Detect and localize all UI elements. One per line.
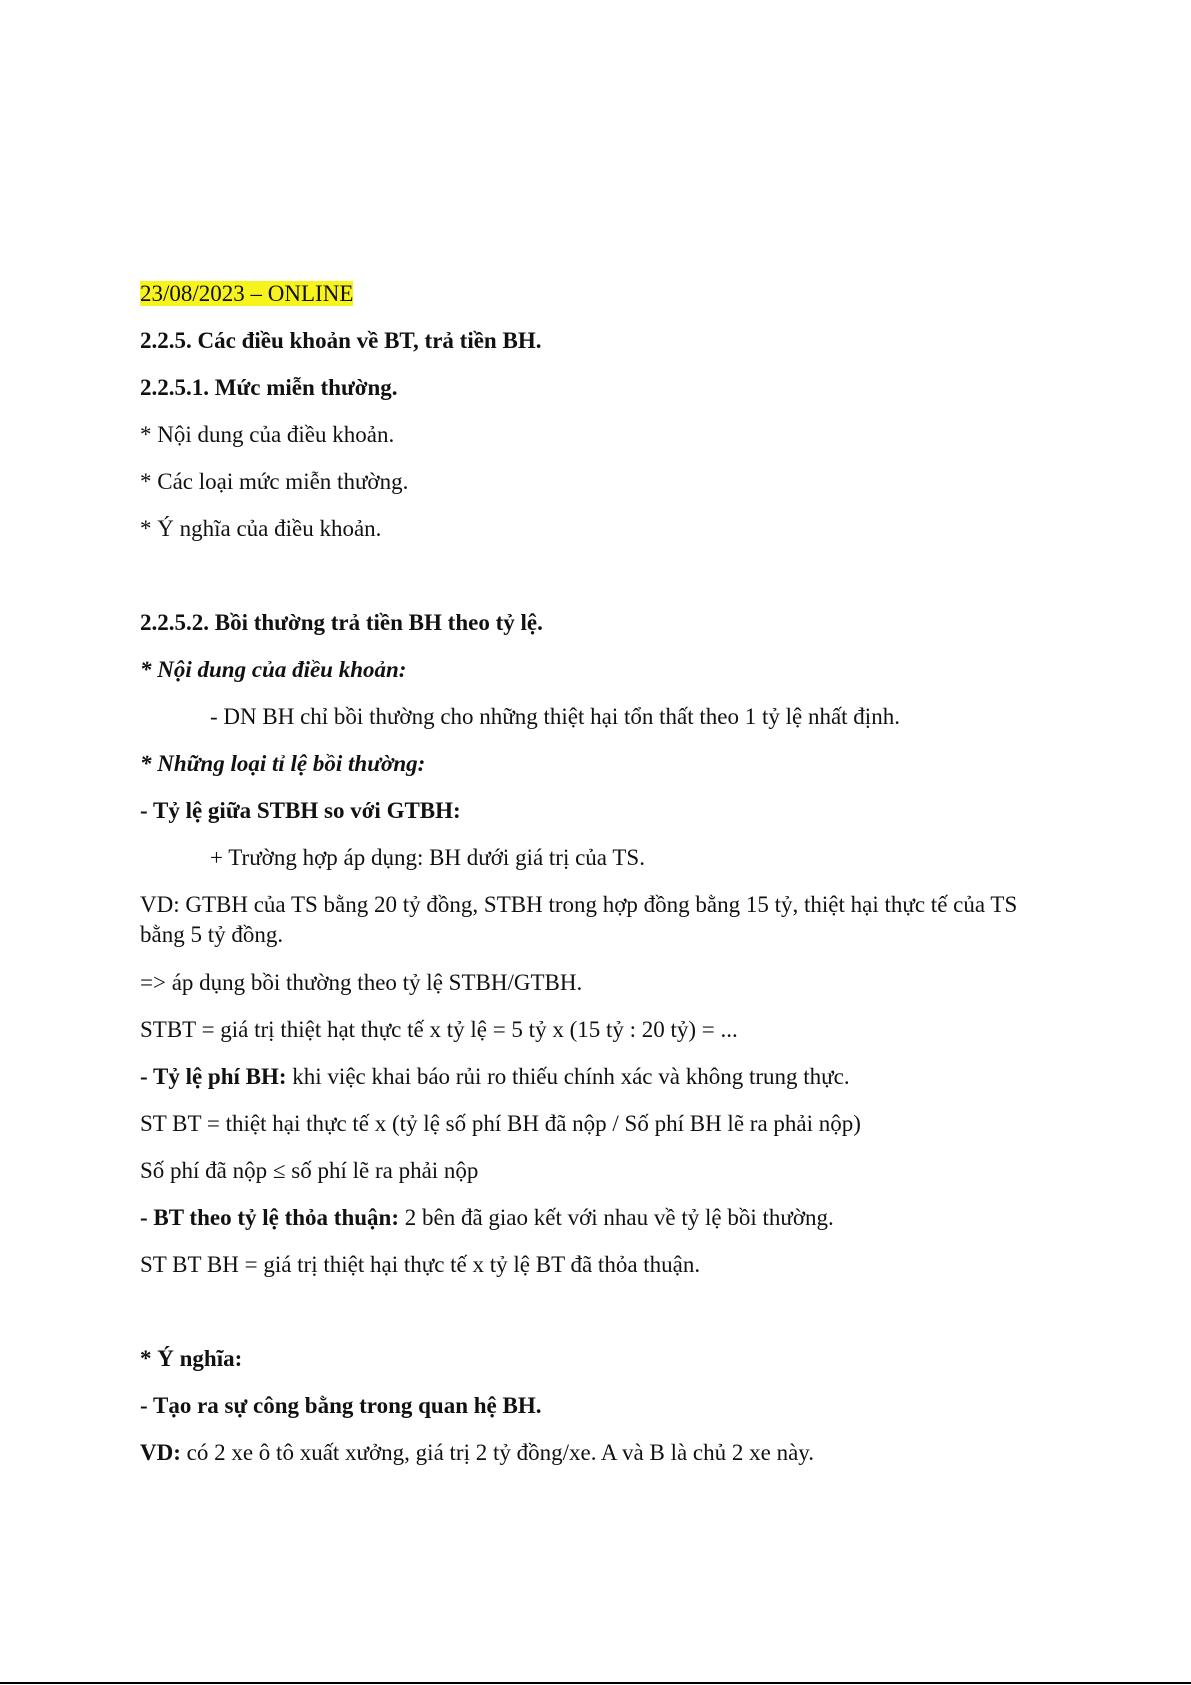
date-highlight: 23/08/2023 – ONLINE: [140, 281, 354, 306]
section-2-2-5-1-title: 2.2.5.1. Mức miễn thường.: [140, 375, 398, 400]
ap-dung-text: => áp dụng bồi thường theo tỷ lệ STBH/GTBH.: [140, 970, 583, 995]
ty-le-stbh-heading: - Tỷ lệ giữa STBH so với GTBH:: [140, 798, 461, 823]
section-2-2-5-2-title: 2.2.5.2. Bồi thường trả tiền BH theo tỷ lệ.: [140, 610, 543, 635]
y-nghia-heading: * Ý nghĩa:: [140, 1346, 243, 1371]
loai-ti-le-heading: * Những loại tỉ lệ bồi thường:: [140, 751, 426, 776]
noi-dung-text: - DN BH chỉ bồi thường cho những thiệt hại tổn thất theo 1 tỷ lệ nhất định.: [210, 704, 900, 729]
bt-thoa-thuan-line: [140, 1203, 834, 1233]
section-2-2-5-title: 2.2.5. Các điều khoản về BT, trả tiền BH.: [140, 328, 542, 353]
stbt-formula: STBT = giá trị thiệt hạt thực tế x tỷ lệ = 5 tỷ x (15 tỷ : 20 tỷ) = ...: [140, 1017, 738, 1042]
list-item: * Nội dung của điều khoản.: [140, 422, 395, 447]
list-item: * Ý nghĩa của điều khoản.: [140, 516, 382, 541]
truong-hop-text: + Trường hợp áp dụng: BH dưới giá trị của TS.: [210, 845, 645, 870]
bt-thoa-thuan-text: 2 bên đã giao kết với nhau về tỷ lệ bồi thường.: [399, 1205, 834, 1230]
example-2-label: VD:: [140, 1440, 181, 1465]
date-label: [140, 279, 353, 309]
list-item: * Các loại mức miễn thường.: [140, 469, 409, 494]
noi-dung-heading: * Nội dung của điều khoản:: [140, 657, 407, 682]
ty-le-phi-label: - Tỷ lệ phí BH:: [140, 1064, 287, 1089]
example-1-text: VD: GTBH của TS bằng 20 tỷ đồng, STBH trong hợp đồng bằng 15 tỷ, thiệt hại thực tế của TS bằng 5 tỷ đồng.: [140, 892, 1018, 947]
cong-bang-text: - Tạo ra sự công bằng trong quan hệ BH.: [140, 1393, 542, 1418]
ty-le-phi-line: [140, 1062, 850, 1092]
page-bottom-rule: [0, 1682, 1191, 1684]
example-2-text: có 2 xe ô tô xuất xưởng, giá trị 2 tỷ đồng/xe. A và B là chủ 2 xe này.: [180, 1440, 815, 1465]
bt-thoa-thuan-label: - BT theo tỷ lệ thỏa thuận:: [140, 1205, 399, 1230]
example-2-line: [140, 1438, 814, 1468]
so-phi-text: Số phí đã nộp ≤ số phí lẽ ra phải nộp: [140, 1158, 479, 1183]
st-bt-bh-formula: ST BT BH = giá trị thiệt hại thực tế x tỷ lệ BT đã thỏa thuận.: [140, 1252, 701, 1277]
st-bt-formula: ST BT = thiệt hại thực tế x (tỷ lệ số phí BH đã nộp / Số phí BH lẽ ra phải nộp): [140, 1111, 861, 1136]
ty-le-phi-text: khi việc khai báo rủi ro thiếu chính xác và không trung thực.: [286, 1064, 850, 1089]
